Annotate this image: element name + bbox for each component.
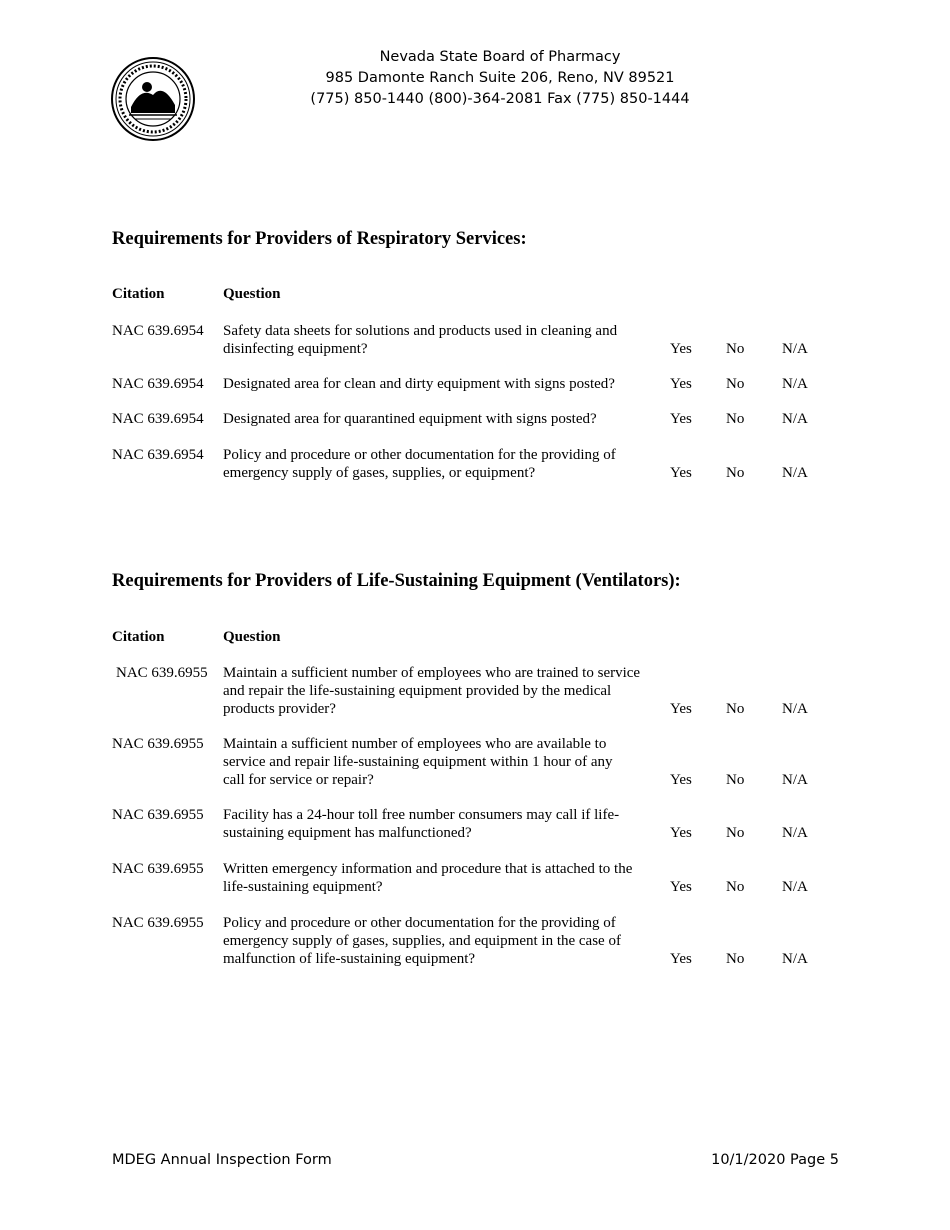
citation: NAC 639.6954 (112, 376, 204, 392)
answer-yes[interactable]: Yes (670, 341, 692, 357)
question: Written emergency information and procedure that is attached to the life-sustaining equipment? (223, 861, 633, 895)
column-header-question: Question (223, 286, 281, 302)
citation: NAC 639.6955 (116, 665, 208, 681)
column-header-citation: Citation (112, 629, 165, 645)
answer-yes[interactable]: Yes (670, 879, 692, 895)
answer-na[interactable]: N/A (782, 701, 808, 717)
section-title-respiratory: Requirements for Providers of Respiratory Services: (112, 229, 527, 249)
state-seal-icon (111, 57, 195, 141)
section-title-life-sustaining: Requirements for Providers of Life-Sustaining Equipment (Ventilators): (112, 571, 681, 591)
citation: NAC 639.6955 (112, 861, 204, 877)
answer-no[interactable]: No (726, 825, 745, 841)
answer-no[interactable]: No (726, 701, 745, 717)
answer-no[interactable]: No (726, 411, 745, 427)
footer-date-page: 10/1/2020 Page 5 (711, 1152, 839, 1168)
answer-yes[interactable]: Yes (670, 411, 692, 427)
citation: NAC 639.6954 (112, 447, 204, 463)
answer-na[interactable]: N/A (782, 879, 808, 895)
answer-na[interactable]: N/A (782, 951, 808, 967)
answer-na[interactable]: N/A (782, 376, 808, 392)
org-name: Nevada State Board of Pharmacy (379, 49, 621, 65)
citation: NAC 639.6955 (112, 915, 204, 931)
question: Maintain a sufficient number of employees who are trained to service and repair the life-sustaining equipment provided by the medical products provider? (223, 665, 641, 717)
question: Policy and procedure or other documentation for the providing of emergency supply of gases, supplies, and equipment in the case of malfunction of life-sustaining equipment? (223, 915, 621, 967)
answer-na[interactable]: N/A (782, 341, 808, 357)
answer-na[interactable]: N/A (782, 411, 808, 427)
answer-yes[interactable]: Yes (670, 701, 692, 717)
answer-no[interactable]: No (726, 951, 745, 967)
answer-no[interactable]: No (726, 376, 745, 392)
answer-na[interactable]: N/A (782, 465, 808, 481)
citation: NAC 639.6955 (112, 807, 204, 823)
answer-no[interactable]: No (726, 465, 745, 481)
answer-na[interactable]: N/A (782, 825, 808, 841)
question: Facility has a 24-hour toll free number consumers may call if life-sustaining equipment has malfunctioned? (223, 807, 620, 841)
question: Designated area for clean and dirty equipment with signs posted? (223, 376, 615, 392)
citation: NAC 639.6954 (112, 323, 204, 339)
answer-yes[interactable]: Yes (670, 951, 692, 967)
answer-na[interactable]: N/A (782, 772, 808, 788)
org-address: 985 Damonte Ranch Suite 206, Reno, NV 89521 (325, 70, 675, 86)
answer-no[interactable]: No (726, 879, 745, 895)
question: Policy and procedure or other documentation for the providing of emergency supply of gases, supplies, or equipment? (223, 447, 616, 481)
answer-yes[interactable]: Yes (670, 772, 692, 788)
column-header-citation: Citation (112, 286, 165, 302)
question: Designated area for quarantined equipment with signs posted? (223, 411, 597, 427)
letterhead (250, 47, 750, 110)
answer-yes[interactable]: Yes (670, 465, 692, 481)
question: Maintain a sufficient number of employees who are available to service and repair life-sustaining equipment within 1 hour of any call for service or repair? (223, 736, 613, 788)
citation: NAC 639.6955 (112, 736, 204, 752)
question: Safety data sheets for solutions and products used in cleaning and disinfecting equipment? (223, 323, 618, 357)
footer-form-name: MDEG Annual Inspection Form (112, 1152, 332, 1168)
column-header-question: Question (223, 629, 281, 645)
citation: NAC 639.6954 (112, 411, 204, 427)
org-phone: (775) 850-1440 (800)-364-2081 Fax (775) 850-1444 (310, 91, 690, 107)
answer-yes[interactable]: Yes (670, 376, 692, 392)
answer-yes[interactable]: Yes (670, 825, 692, 841)
answer-no[interactable]: No (726, 341, 745, 357)
answer-no[interactable]: No (726, 772, 745, 788)
